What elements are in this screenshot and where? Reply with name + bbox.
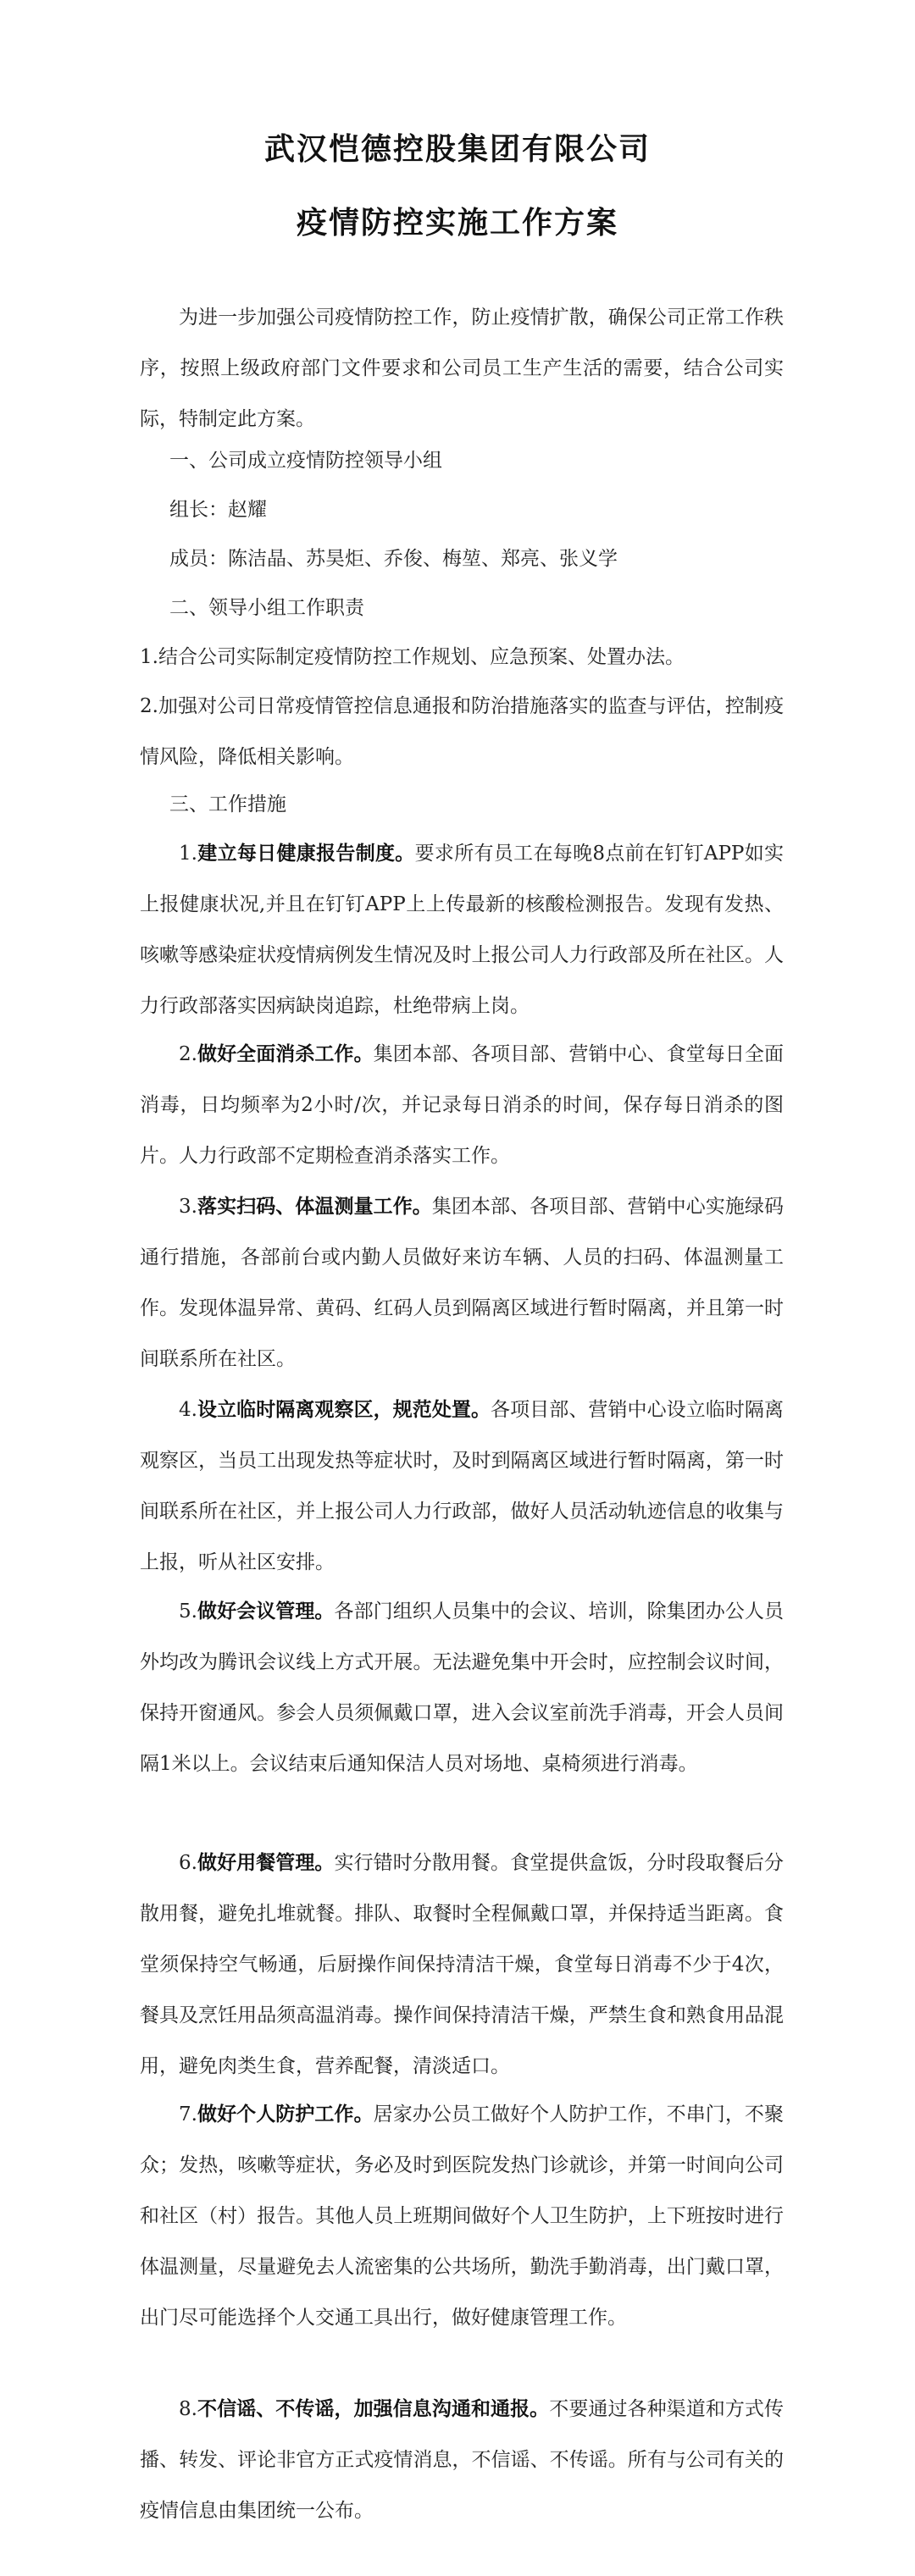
section1-heading: 一、公司成立疫情防控领导小组 — [169, 450, 442, 472]
measure-3 — [140, 1181, 784, 1385]
measure-7 — [140, 2089, 784, 2343]
measure-8 — [140, 2384, 784, 2536]
measure-7-title: 做好个人防护工作。 — [197, 2103, 374, 2125]
section2-item1: 1.结合公司实际制定疫情防控工作规划、应急预案、处置办法。 — [140, 646, 685, 668]
document-title-plan: 疫情防控实施工作方案 — [296, 206, 618, 240]
measure-3-text: 集团本部、各项目部、营销中心实施绿码通行措施，各部前台或内勤人员做好来访车辆、人员的扫码、体温测量工作。发现体温异常、黄码、红码人员到隔离区域进行暂时隔离，并且第一时间联系所在社区。 — [140, 1196, 785, 1370]
measure-4-text: 各项目部、营销中心设立临时隔离观察区，当员工出现发热等症状时，及时到隔离区域进行暂时隔离，第一时间联系所在社区，并上报公司人力行政部，做好人员活动轨迹信息的收集与上报，听从社区安排。 — [140, 1399, 785, 1573]
measure-4 — [140, 1385, 784, 1588]
measure-3-num: 3. — [179, 1196, 197, 1218]
section3-heading: 三、工作措施 — [169, 793, 286, 815]
document-title-company: 武汉恺德控股集团有限公司 — [263, 132, 651, 167]
measure-8-title: 不信谣、不传谣，加强信息沟通和通报。 — [197, 2397, 550, 2420]
measure-2-title: 做好全面消杀工作。 — [197, 1042, 374, 1065]
measure-4-num: 4. — [179, 1399, 197, 1421]
measure-1-title: 建立每日健康报告制度。 — [197, 842, 415, 865]
measure-1-num: 1. — [179, 843, 197, 865]
measure-8-num: 8. — [179, 2398, 197, 2420]
measure-2-text: 集团本部、各项目部、营销中心、食堂每日全面消毒，日均频率为2小时/次，并记录每日消杀的时间，保存每日消杀的图片。人力行政部不定期检查消杀落实工作。 — [140, 1043, 785, 1167]
measure-5-text: 各部门组织人员集中的会议、培训，除集团办公人员外均改为腾讯会议线上方式开展。无法避免集中开会时，应控制会议时间，保持开窗通风。参会人员须佩戴口罩，进入会议室前洗手消毒，开会人员间隔1米以上。会议结束后通知保洁人员对场地、桌椅须进行消毒。 — [140, 1600, 785, 1775]
measure-4-title: 设立临时隔离观察区，规范处置。 — [197, 1398, 491, 1421]
measure-6-text: 实行错时分散用餐。食堂提供盒饭，分时段取餐后分散用餐，避免扎堆就餐。排队、取餐时全程佩戴口罩，并保持适当距离。食堂须保持空气畅通，后厨操作间保持清洁干燥，食堂每日消毒不少于4次，餐具及烹饪用品须高温消毒。操作间保持清洁干燥，严禁生食和熟食用品混用，避免肉类生食，营养配餐，清淡适口。 — [140, 1852, 785, 2077]
measure-6 — [140, 1838, 784, 2092]
intro-paragraph: 为进一步加强公司疫情防控工作，防止疫情扩散，确保公司正常工作秩序，按照上级政府部门文件要求和公司员工生产生活的需要，结合公司实际，特制定此方案。 — [140, 307, 784, 430]
measure-5 — [140, 1586, 784, 1789]
section1-members: 成员：陈洁晶、苏昊炬、乔俊、梅堃、郑亮、张义学 — [169, 548, 618, 570]
measure-6-num: 6. — [179, 1852, 197, 1874]
measure-2-num: 2. — [179, 1043, 197, 1065]
section2-heading: 二、领导小组工作职责 — [169, 597, 364, 619]
measure-1 — [140, 828, 784, 1031]
measure-8-text: 不要通过各种渠道和方式传播、转发、评论非官方正式疫情消息，不信谣、不传谣。所有与公司有关的疫情信息由集团统一公布。 — [140, 2398, 785, 2522]
measure-6-title: 做好用餐管理。 — [197, 1851, 335, 1874]
measure-5-title: 做好会议管理。 — [197, 1600, 335, 1622]
section2-item2: 2.加强对公司日常疫情管控信息通报和防治措施落实的监查与评估，控制疫情风险，降低相关影响。 — [140, 695, 784, 768]
measure-7-text: 居家办公员工做好个人防护工作，不串门，不聚众；发热，咳嗽等症状，务必及时到医院发热门诊就诊，并第一时间向公司和社区（村）报告。其他人员上班期间做好个人卫生防护，上下班按时进行体温测量，尽量避免去人流密集的公共场所，勤洗手勤消毒，出门戴口罩，出门尽可能选择个人交通工具出行，做好健康管理工作。 — [140, 2103, 785, 2329]
measure-1-text: 要求所有员工在每晚8点前在钉钉APP如实上报健康状况,并且在钉钉APP上上传最新的核酸检测报告。发现有发热、咳嗽等感染症状疫情病例发生情况及时上报公司人力行政部及所在社区。人力行政部落实因病缺岗追踪，杜绝带病上岗。 — [140, 843, 785, 1017]
measure-5-num: 5. — [179, 1600, 197, 1622]
measure-7-num: 7. — [179, 2103, 197, 2125]
section1-leader: 组长：赵耀 — [169, 499, 267, 521]
measure-2 — [140, 1029, 784, 1181]
measure-3-title: 落实扫码、体温测量工作。 — [197, 1195, 432, 1218]
